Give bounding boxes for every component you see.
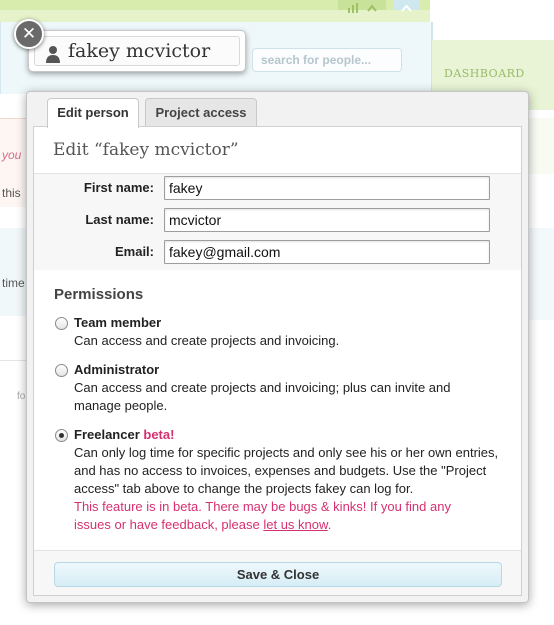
first-name-field[interactable] <box>164 176 490 200</box>
beta-note-text: This feature is in beta. There may be bugs & kinks! If you find any issues or have feedback, please <box>74 499 451 532</box>
let-us-know-link[interactable]: let us know <box>263 517 328 532</box>
freelancer-title: Freelancer <box>74 427 140 442</box>
freelancer-label <box>74 427 174 442</box>
background-text: time <box>2 276 25 290</box>
freelancer-radio[interactable] <box>55 429 68 442</box>
name-tag-inner <box>34 36 240 66</box>
background-panel <box>528 228 554 320</box>
administrator-label: Administrator <box>74 362 160 377</box>
chart-toggle[interactable] <box>338 0 386 10</box>
person-name: fakey mcvictor <box>68 40 211 62</box>
tab-project-access[interactable]: Project access <box>145 98 257 126</box>
bar-chart-icon <box>338 3 386 13</box>
last-name-field[interactable] <box>164 208 490 232</box>
person-name-tag <box>28 30 246 72</box>
email-field[interactable] <box>164 240 490 264</box>
collapse-button[interactable] <box>393 0 420 10</box>
freelancer-description: Can only log time for specific projects and only see his or her own entries, and has no access to invoices, expenses and budgets. Use the "Project access" tab above to change the projects fakey can log for. <box>74 445 499 496</box>
administrator-radio[interactable] <box>55 364 68 377</box>
background-text: this <box>2 186 21 200</box>
close-button[interactable] <box>14 19 44 49</box>
background-text: you <box>2 148 22 162</box>
panel-title: Edit “fakey mcvictor” <box>53 140 239 160</box>
team-member-label: Team member <box>74 315 162 330</box>
save-close-button[interactable]: Save & Close <box>54 562 502 587</box>
administrator-description: Can access and create projects and invoicing; plus can invite and manage people. <box>74 380 451 413</box>
background-text: fo <box>17 391 26 402</box>
tab-edit-person[interactable]: Edit person <box>47 98 139 128</box>
edit-person-panel <box>33 126 522 596</box>
dashboard-label: DASHBOARD <box>444 67 525 80</box>
background-panel <box>528 118 554 174</box>
edit-person-popup <box>26 91 529 603</box>
chevron-up-icon <box>393 3 420 13</box>
team-member-radio[interactable] <box>55 317 68 330</box>
close-icon: ✕ <box>21 24 37 43</box>
last-name-label: Last name: <box>85 212 154 227</box>
permissions-heading: Permissions <box>54 286 144 303</box>
people-search-input[interactable]: search for people... <box>252 48 402 72</box>
first-name-label: First name: <box>83 180 154 195</box>
beta-note <box>74 498 486 534</box>
beta-badge: beta! <box>143 427 175 442</box>
team-member-description: Can access and create projects and invoicing. <box>74 333 340 348</box>
person-icon <box>45 45 61 63</box>
beta-note-end: . <box>327 517 332 532</box>
email-label: Email: <box>114 244 154 259</box>
